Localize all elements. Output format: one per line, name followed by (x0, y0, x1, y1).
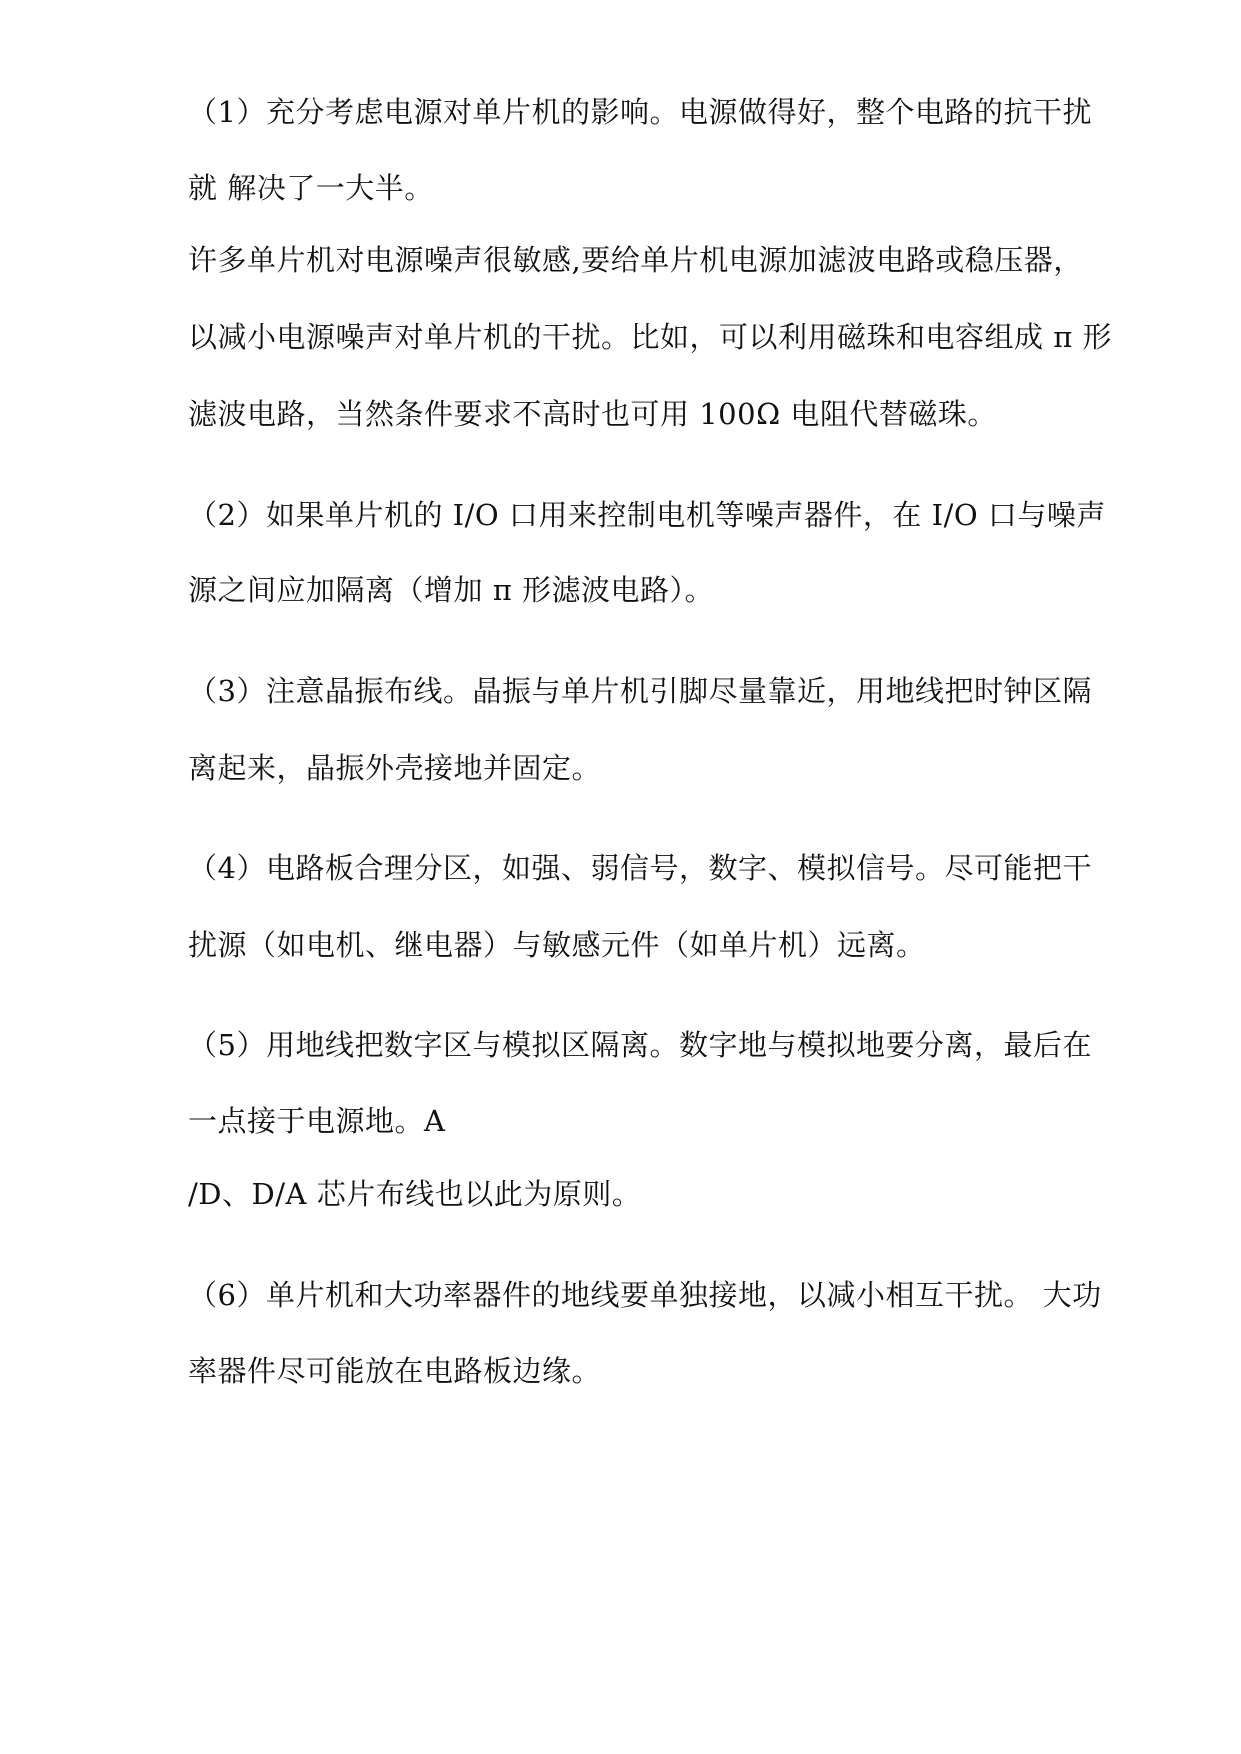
paragraph-2-line-3: 滤波电路，当然条件要求不高时也可用 100Ω 电阻代替磁珠。 (188, 397, 997, 431)
paragraph-3-line-2: 源之间应加隔离（增加 π 形滤波电路）。 (188, 573, 714, 607)
paragraph-7-line-2: 率器件尽可能放在电路板边缘。 (188, 1354, 602, 1388)
paragraph-1-line-2: 就 解决了一大半。 (188, 171, 434, 205)
paragraph-3-line-1: （2）如果单片机的 I/O 口用来控制电机等噪声器件，在 I/O 口与噪声 (188, 498, 1106, 532)
paragraph-5-line-1: （4）电路板合理分区，如强、弱信号，数字、模拟信号。尽可能把干 (188, 851, 1092, 885)
paragraph-6-line-2: 一点接于电源地。A (188, 1104, 446, 1138)
paragraph-6-line-1: （5）用地线把数字区与模拟区隔离。数字地与模拟地要分离，最后在 (188, 1028, 1092, 1062)
paragraph-2-line-1: 许多单片机对电源噪声很敏感,要给单片机电源加滤波电路或稳压器， (188, 243, 1083, 277)
paragraph-1-line-1: （1）充分考虑电源对单片机的影响。电源做得好，整个电路的抗干扰 (188, 95, 1092, 129)
paragraph-6-line-3: /D、D/A 芯片布线也以此为原则。 (188, 1177, 642, 1211)
paragraph-4-line-2: 离起来，晶振外壳接地并固定。 (188, 751, 602, 785)
paragraph-2-line-2: 以减小电源噪声对单片机的干扰。比如，可以利用磁珠和电容组成 π 形 (188, 320, 1112, 354)
paragraph-7-line-1: （6）单片机和大功率器件的地线要单独接地，以减小相互干扰。 大功 (188, 1278, 1102, 1312)
paragraph-5-line-2: 扰源（如电机、继电器）与敏感元件（如单片机）远离。 (188, 928, 926, 962)
paragraph-4-line-1: （3）注意晶振布线。晶振与单片机引脚尽量靠近，用地线把时钟区隔 (188, 674, 1092, 708)
